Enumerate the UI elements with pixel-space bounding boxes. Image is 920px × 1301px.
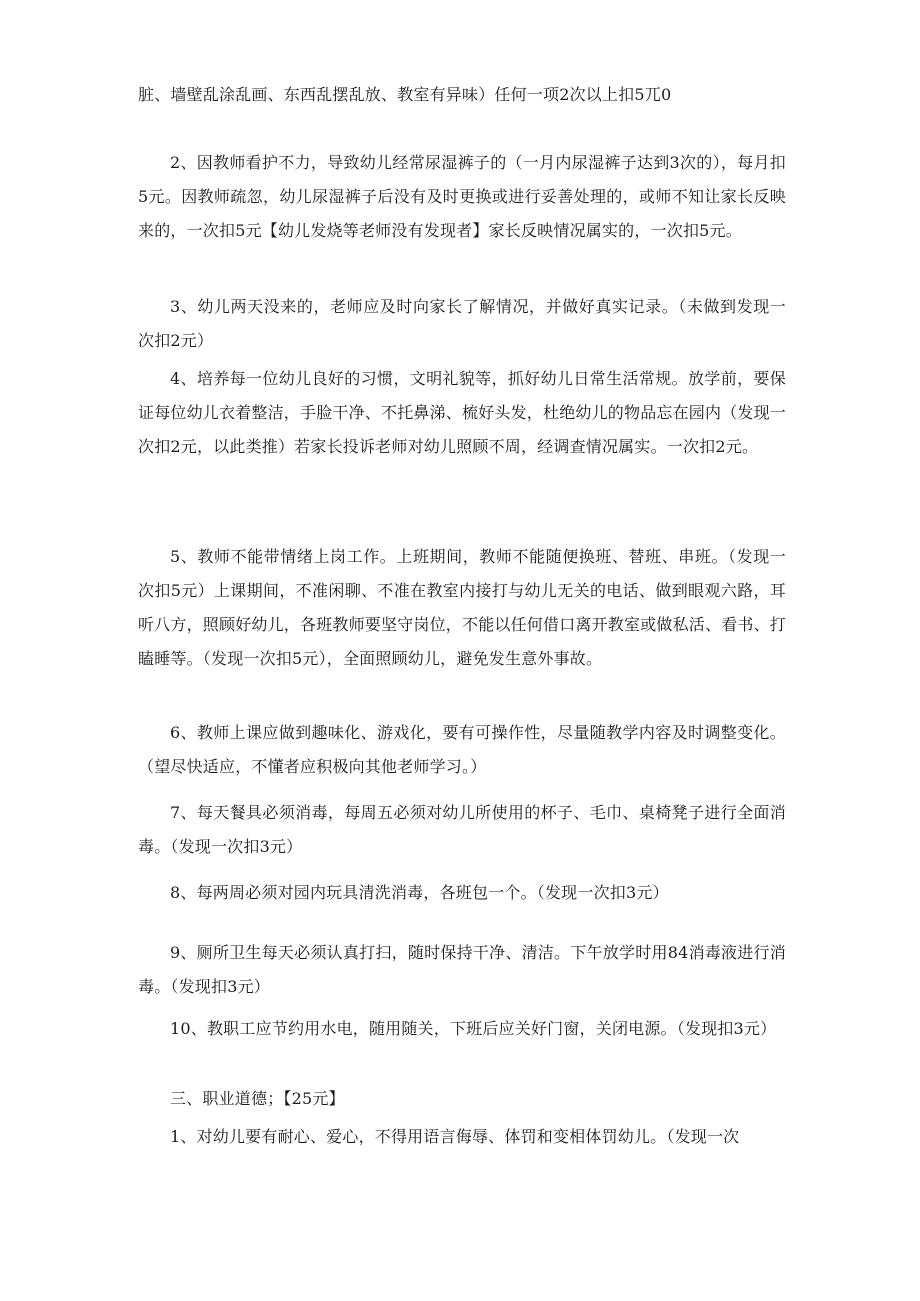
paragraph-item-7: 7、每天餐具必须消毒，每周五必须对幼儿所使用的杯子、毛巾、桌椅凳子进行全面消毒。（发现一次扣3元） xyxy=(138,803,786,856)
paragraph-item-4: 4、培养每一位幼儿良好的习惯，文明礼貌等，抓好幼儿日常生活常规。放学前，要保证每位幼儿衣着整洁，手脸干净、不托鼻涕、梳好头发，杜绝幼儿的物品忘在园内（发现一次扣2元，以此类推）若家长投诉老师对幼儿照顾不周，经调查情况属实。一次扣2元。 xyxy=(138,369,787,456)
paragraph-continuation: 脏、墙壁乱涂乱画、东西乱摆乱放、教室有异味）任何一项2次以上扣5兀0 xyxy=(138,85,672,104)
paragraph-item-2: 2、因教师看护不力，导致幼儿经常尿湿裤子的（一月内尿湿裤子达到3次的），每月扣5元。因教师疏忽，幼儿尿湿裤子后没有及时更换或进行妥善处理的，或师不知让家长反映来的，一次扣5元【幼儿发烧等老师没有发现者】家长反映情况属实的，一次扣5元。 xyxy=(138,153,786,240)
paragraph-item-3: 3、幼儿两天没来的，老师应及时向家长了解情况，并做好真实记录。（未做到发现一次扣2元） xyxy=(138,297,786,350)
paragraph-item-6: 6、教师上课应做到趣味化、游戏化，要有可操作性，尽量随教学内容及时调整变化。（望尽快适应，不懂者应积极向其他老师学习。） xyxy=(138,723,786,776)
paragraph-item-8: 8、每两周必须对园内玩具清洗消毒，各班包一个。（发现一次扣3元） xyxy=(170,883,669,902)
paragraph-item-9: 9、厕所卫生每天必须认真打扫，随时保持干净、清洁。下午放学时用84消毒液进行消毒。（发现扣3元） xyxy=(138,943,786,996)
paragraph-item-5: 5、教师不能带情绪上岗工作。上班期间，教师不能随便换班、替班、串班。（发现一次扣5元）上课期间，不准闲聊、不准在教室内接打与幼儿无关的电话、做到眼观六路，耳听八方，照顾好幼儿，各班教师要坚守岗位，不能以任何借口离开教室或做私活、看书、打瞌睡等。（发现一次扣5元），全面照顾幼儿，避免发生意外事故。 xyxy=(138,547,787,668)
section-heading-professional-ethics: 三、职业道德；【25元】 xyxy=(170,1089,345,1108)
paragraph-ethics-item-1: 1、对幼儿要有耐心、爱心，不得用语言侮辱、体罚和变相体罚幼儿。（发现一次 xyxy=(170,1127,740,1146)
paragraph-item-10: 10、教职工应节约用水电，随用随关，下班后应关好门窗，关闭电源。（发现扣3元） xyxy=(170,1019,777,1038)
